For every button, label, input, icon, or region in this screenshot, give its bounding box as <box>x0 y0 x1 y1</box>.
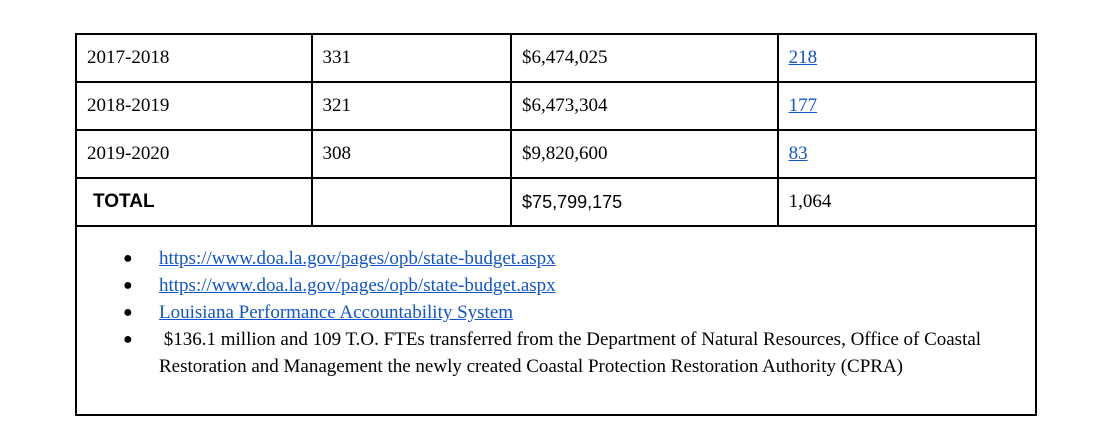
reference-link[interactable]: 83 <box>788 143 808 164</box>
link-cell <box>778 130 1036 178</box>
notes-list <box>77 245 1035 380</box>
list-item <box>77 299 1035 326</box>
bullet-icon: ● <box>123 250 133 267</box>
total-count-cell <box>312 178 512 226</box>
bullet-icon: ● <box>123 277 133 294</box>
transfer-note: $136.1 million and 109 T.O. FTEs transferred from the Department of Natural Resources, Office of Coastal Restoration and Management the newly created Coastal Protection Restoration Authority (CPRA) <box>159 329 986 377</box>
amount-cell: $9,820,600 <box>511 130 778 178</box>
budget-table-container <box>75 33 1037 416</box>
list-item <box>77 326 1035 380</box>
count-cell: 331 <box>312 34 512 82</box>
link-cell <box>778 34 1036 82</box>
reference-link[interactable]: 177 <box>788 95 818 116</box>
table-row <box>76 130 1036 178</box>
total-row <box>76 178 1036 226</box>
bullet-icon: ● <box>123 331 133 348</box>
budget-table <box>75 33 1037 227</box>
count-cell: 308 <box>312 130 512 178</box>
table-row <box>76 34 1036 82</box>
reference-link[interactable]: 218 <box>788 47 818 68</box>
link-cell <box>778 82 1036 130</box>
total-amount-cell: $75,799,175 <box>511 178 778 226</box>
total-value-cell: 1,064 <box>778 178 1036 226</box>
table-row <box>76 82 1036 130</box>
state-budget-link[interactable]: https://www.doa.la.gov/pages/opb/state-budget.aspx <box>159 248 556 269</box>
list-item <box>77 245 1035 272</box>
year-cell: 2018-2019 <box>76 82 312 130</box>
amount-cell: $6,474,025 <box>511 34 778 82</box>
year-cell: 2019-2020 <box>76 130 312 178</box>
year-cell: 2017-2018 <box>76 34 312 82</box>
notes-section <box>77 245 1035 380</box>
amount-cell: $6,473,304 <box>511 82 778 130</box>
list-item <box>77 272 1035 299</box>
performance-accountability-link[interactable]: Louisiana Performance Accountability System <box>159 302 514 323</box>
total-label: TOTAL <box>76 178 312 226</box>
count-cell: 321 <box>312 82 512 130</box>
state-budget-link[interactable]: https://www.doa.la.gov/pages/opb/state-budget.aspx <box>159 275 556 296</box>
bullet-icon: ● <box>123 304 133 321</box>
